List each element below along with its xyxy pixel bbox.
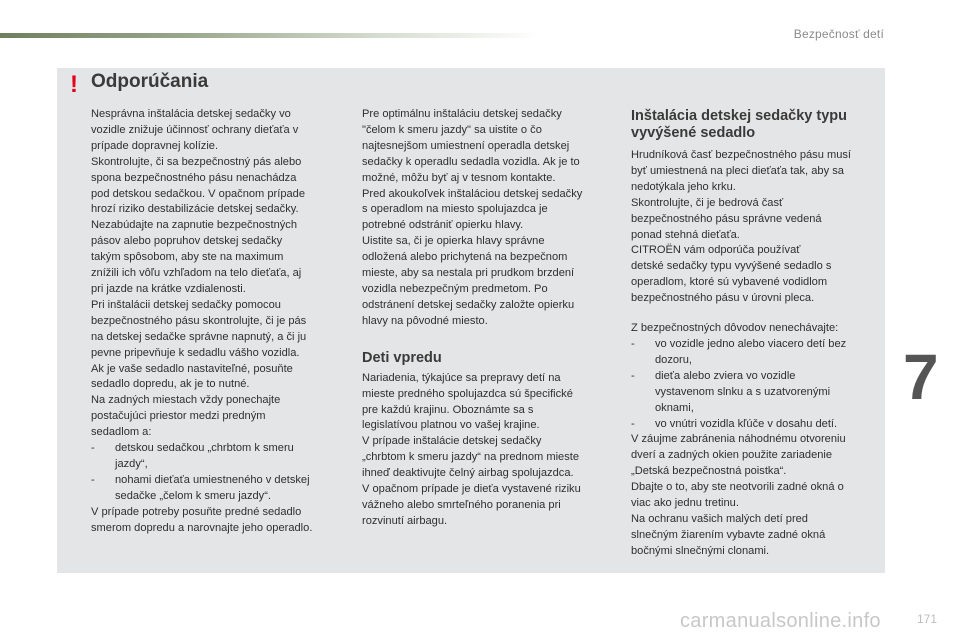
text-line: Pre optimálnu inštaláciu detskej sedačky: [362, 108, 562, 120]
text-line: sedadlo dopredu, ak je to nutné.: [91, 378, 250, 391]
column-3: [631, 108, 883, 560]
bullet-item: [91, 441, 351, 473]
header-rule: [0, 33, 540, 38]
text-line: V záujme zabránenia náhodnému otvoreniu: [631, 433, 846, 446]
text-line: Hrudníková časť bezpečnostného pásu musí: [631, 149, 852, 161]
text-line: najtesnejšom umiestnení operadla detskej: [362, 139, 570, 152]
text-line: operadlom, ktoré sú vybavené vodidlom: [631, 276, 828, 289]
front-paragraph: [362, 371, 624, 530]
text-line: pásov alebo popruhov detskej sedačky: [91, 235, 283, 248]
col3-bullet-list: [631, 337, 883, 432]
text-line: s operadlom na miesto spolujazdca je: [362, 203, 548, 216]
chapter-title: Bezpečnosť detí: [793, 27, 884, 41]
text-line: Skontrolujte, či je bedrová časť: [631, 196, 784, 209]
text-line: byť umiestnená na pleci dieťaťa tak, aby sa: [631, 164, 844, 177]
bullet-line: vo vozidle jedno alebo viacero detí bez: [655, 337, 847, 350]
bullet-text: [655, 369, 883, 417]
bullet-item: [631, 337, 883, 369]
text-line: postačujúci priestor medzi predným: [91, 410, 266, 423]
text-line: potrebné odstrániť opierku hlavy.: [362, 219, 524, 232]
text-line: Dbajte o to, aby ste neotvorili zadné okná o: [631, 481, 844, 494]
col2-paragraph: [362, 107, 624, 330]
text-line: pre každú krajinu. Oboznámte sa s: [362, 403, 534, 416]
text-line: ponad stehná dieťaťa.: [631, 228, 740, 241]
text-line: takým spôsobom, aby ste na maximum: [91, 251, 284, 264]
text-line: ihneď deaktivujte čelný airbag spolujazdca.: [362, 467, 574, 480]
text-line: odstránení detskej sedačky založte opierku: [362, 298, 575, 311]
text-line: Uistite sa, či je opierka hlavy správne: [362, 235, 545, 248]
bullet-dash: -: [631, 337, 635, 350]
text-line: Nezabúdajte na zapnutie bezpečnostných: [91, 219, 297, 232]
text-line: Na ochranu vašich malých detí pred: [631, 512, 808, 525]
booster-heading-line: Inštalácia detskej sedačky typu: [631, 108, 847, 124]
bullet-item: [631, 417, 883, 433]
text-line: mieste predného spolujazdca sú špecifické: [362, 387, 573, 400]
bullet-text: [115, 473, 351, 505]
text-line: legislatívou platnou vo vašej krajine.: [362, 419, 540, 432]
bullet-text: [655, 417, 883, 433]
bullet-line: vo vnútri vozidla kľúče v dosahu detí.: [655, 417, 838, 430]
text-line: vozidla nebezpečným predmetom. Po: [362, 282, 548, 295]
warning-icon: !: [70, 71, 78, 98]
bullet-item: [91, 473, 351, 505]
col1-paragraph: [91, 107, 351, 441]
bullet-dash: -: [91, 442, 95, 455]
safety-intro: Z bezpečnostných dôvodov nenechávajte:: [631, 322, 839, 335]
bullet-dash: -: [631, 369, 635, 382]
bullet-line: nohami dieťaťa umiestneného v detskej: [115, 473, 310, 486]
text-line: bezpečnostného pásu správne vedená: [631, 212, 822, 225]
text-line: nedotýkala jeho krku.: [631, 180, 736, 193]
text-line: Pred akoukoľvek inštaláciou detskej sedačky: [362, 187, 583, 200]
booster-paragraph: [631, 148, 883, 307]
bullet-line: dozoru,: [655, 353, 693, 366]
page-number: 171: [917, 612, 938, 626]
text-line: rozvinutí airbagu.: [362, 514, 448, 527]
col1-tail-paragraph: [91, 505, 351, 537]
text-line: slnečným žiarením vybavte zadné okná: [631, 528, 826, 541]
text-line: „Detská bezpečnostná poistka“.: [631, 465, 787, 478]
bullet-line: vystavenom slnku a s uzatvorenými: [655, 385, 831, 398]
bullet-text: [655, 337, 883, 369]
bullet-line: detskou sedačkou „chrbtom k smeru: [115, 442, 294, 455]
bullet-line: oknami,: [655, 401, 694, 414]
text-line: hlavy na pôvodné miesto.: [362, 314, 488, 327]
text-line: V opačnom prípade je dieťa vystavené riziku: [362, 483, 581, 496]
text-line: pri jazde na krátke vzdialenosti.: [91, 282, 246, 295]
bullet-line: dieťa alebo zviera vo vozidle: [655, 369, 796, 382]
col3-tail-paragraph: [631, 432, 883, 559]
text-line: odložená alebo prichytená na bezpečnom: [362, 251, 568, 264]
booster-heading-line: vyvýšené sedadlo: [631, 125, 756, 141]
text-line: vážneho alebo smrteľného poranenia pri: [362, 498, 561, 511]
bullet-dash: -: [91, 473, 95, 486]
front-heading: Deti vpredu: [362, 349, 442, 366]
bullet-item: [631, 369, 883, 417]
col1-bullet-list: [91, 441, 351, 505]
text-line: Na zadných miestach vždy ponechajte: [91, 394, 281, 407]
text-line: sedačky k operadlu sedadla vozidla. Ak je to: [362, 155, 580, 168]
text-line: V prípade inštalácie detskej sedačky: [362, 435, 542, 448]
text-line: Skontrolujte, či sa bezpečnostný pás alebo: [91, 155, 302, 168]
text-line: „chrbtom k smeru jazdy“ na prednom mieste: [362, 451, 580, 464]
text-line: spona bezpečnostného pásu nenachádza: [91, 171, 297, 184]
text-line: Nesprávna inštalácia detskej sedačky vo: [91, 108, 291, 120]
column-2: [362, 107, 624, 530]
text-line: vozidle znižuje účinnosť ochrany dieťaťa v: [91, 123, 299, 136]
chapter-number: 7: [903, 341, 939, 413]
text-line: možné, môžu byť aj v tesnom kontakte.: [362, 171, 556, 184]
text-line: mieste, aby sa nestala pri prudkom brzdení: [362, 267, 575, 280]
bullet-dash: -: [631, 417, 635, 430]
text-line: viac ako jednu tretinu.: [631, 497, 739, 510]
text-line: na detskej sedačke správne napnutý, a či ju: [91, 330, 307, 343]
text-line: CITROËN vám odporúča používať: [631, 244, 801, 257]
text-line: V prípade potreby posuňte predné sedadlo: [91, 505, 302, 518]
text-line: dverí a zadných okien použite zariadenie: [631, 449, 833, 462]
text-line: hrozí riziko destabilizácie detskej sedačky.: [91, 203, 299, 216]
column-1: [91, 107, 351, 536]
text-line: detské sedačky typu vyvýšené sedadlo s: [631, 260, 832, 273]
text-line: znížili ich vôľu vzhľadom na telo dieťaťa, aj: [91, 267, 302, 280]
text-line: bezpečnostného pásu skontrolujte, či je pás: [91, 314, 307, 327]
text-line: bezpečnostného pásu v úrovni pleca.: [631, 292, 815, 305]
text-line: prípade dopravnej kolízie.: [91, 139, 219, 152]
bullet-text: [115, 441, 351, 473]
text-line: sedadlom a:: [91, 426, 152, 439]
text-line: "čelom k smeru jazdy" sa uistite o čo: [362, 123, 542, 136]
bullet-line: sedačke „čelom k smeru jazdy“.: [115, 489, 271, 502]
text-line: Ak je vaše sedadlo nastaviteľné, posuňte: [91, 362, 293, 375]
text-line: bočnými slnečnými clonami.: [631, 544, 770, 557]
text-line: pevne pripevňuje k sedadlu vášho vozidla.: [91, 346, 300, 359]
booster-heading: [631, 108, 883, 142]
section-heading: Odporúčania: [91, 71, 209, 92]
text-line: Pri inštalácii detskej sedačky pomocou: [91, 298, 281, 311]
bullet-line: jazdy“,: [115, 457, 148, 470]
watermark: carmanualsonline.info: [680, 610, 881, 632]
text-line: smerom dopredu a narovnajte jeho operadlo.: [91, 521, 313, 534]
text-line: Nariadenia, týkajúce sa prepravy detí na: [362, 371, 561, 384]
text-line: pod detskou sedačkou. V opačnom prípade: [91, 187, 306, 200]
